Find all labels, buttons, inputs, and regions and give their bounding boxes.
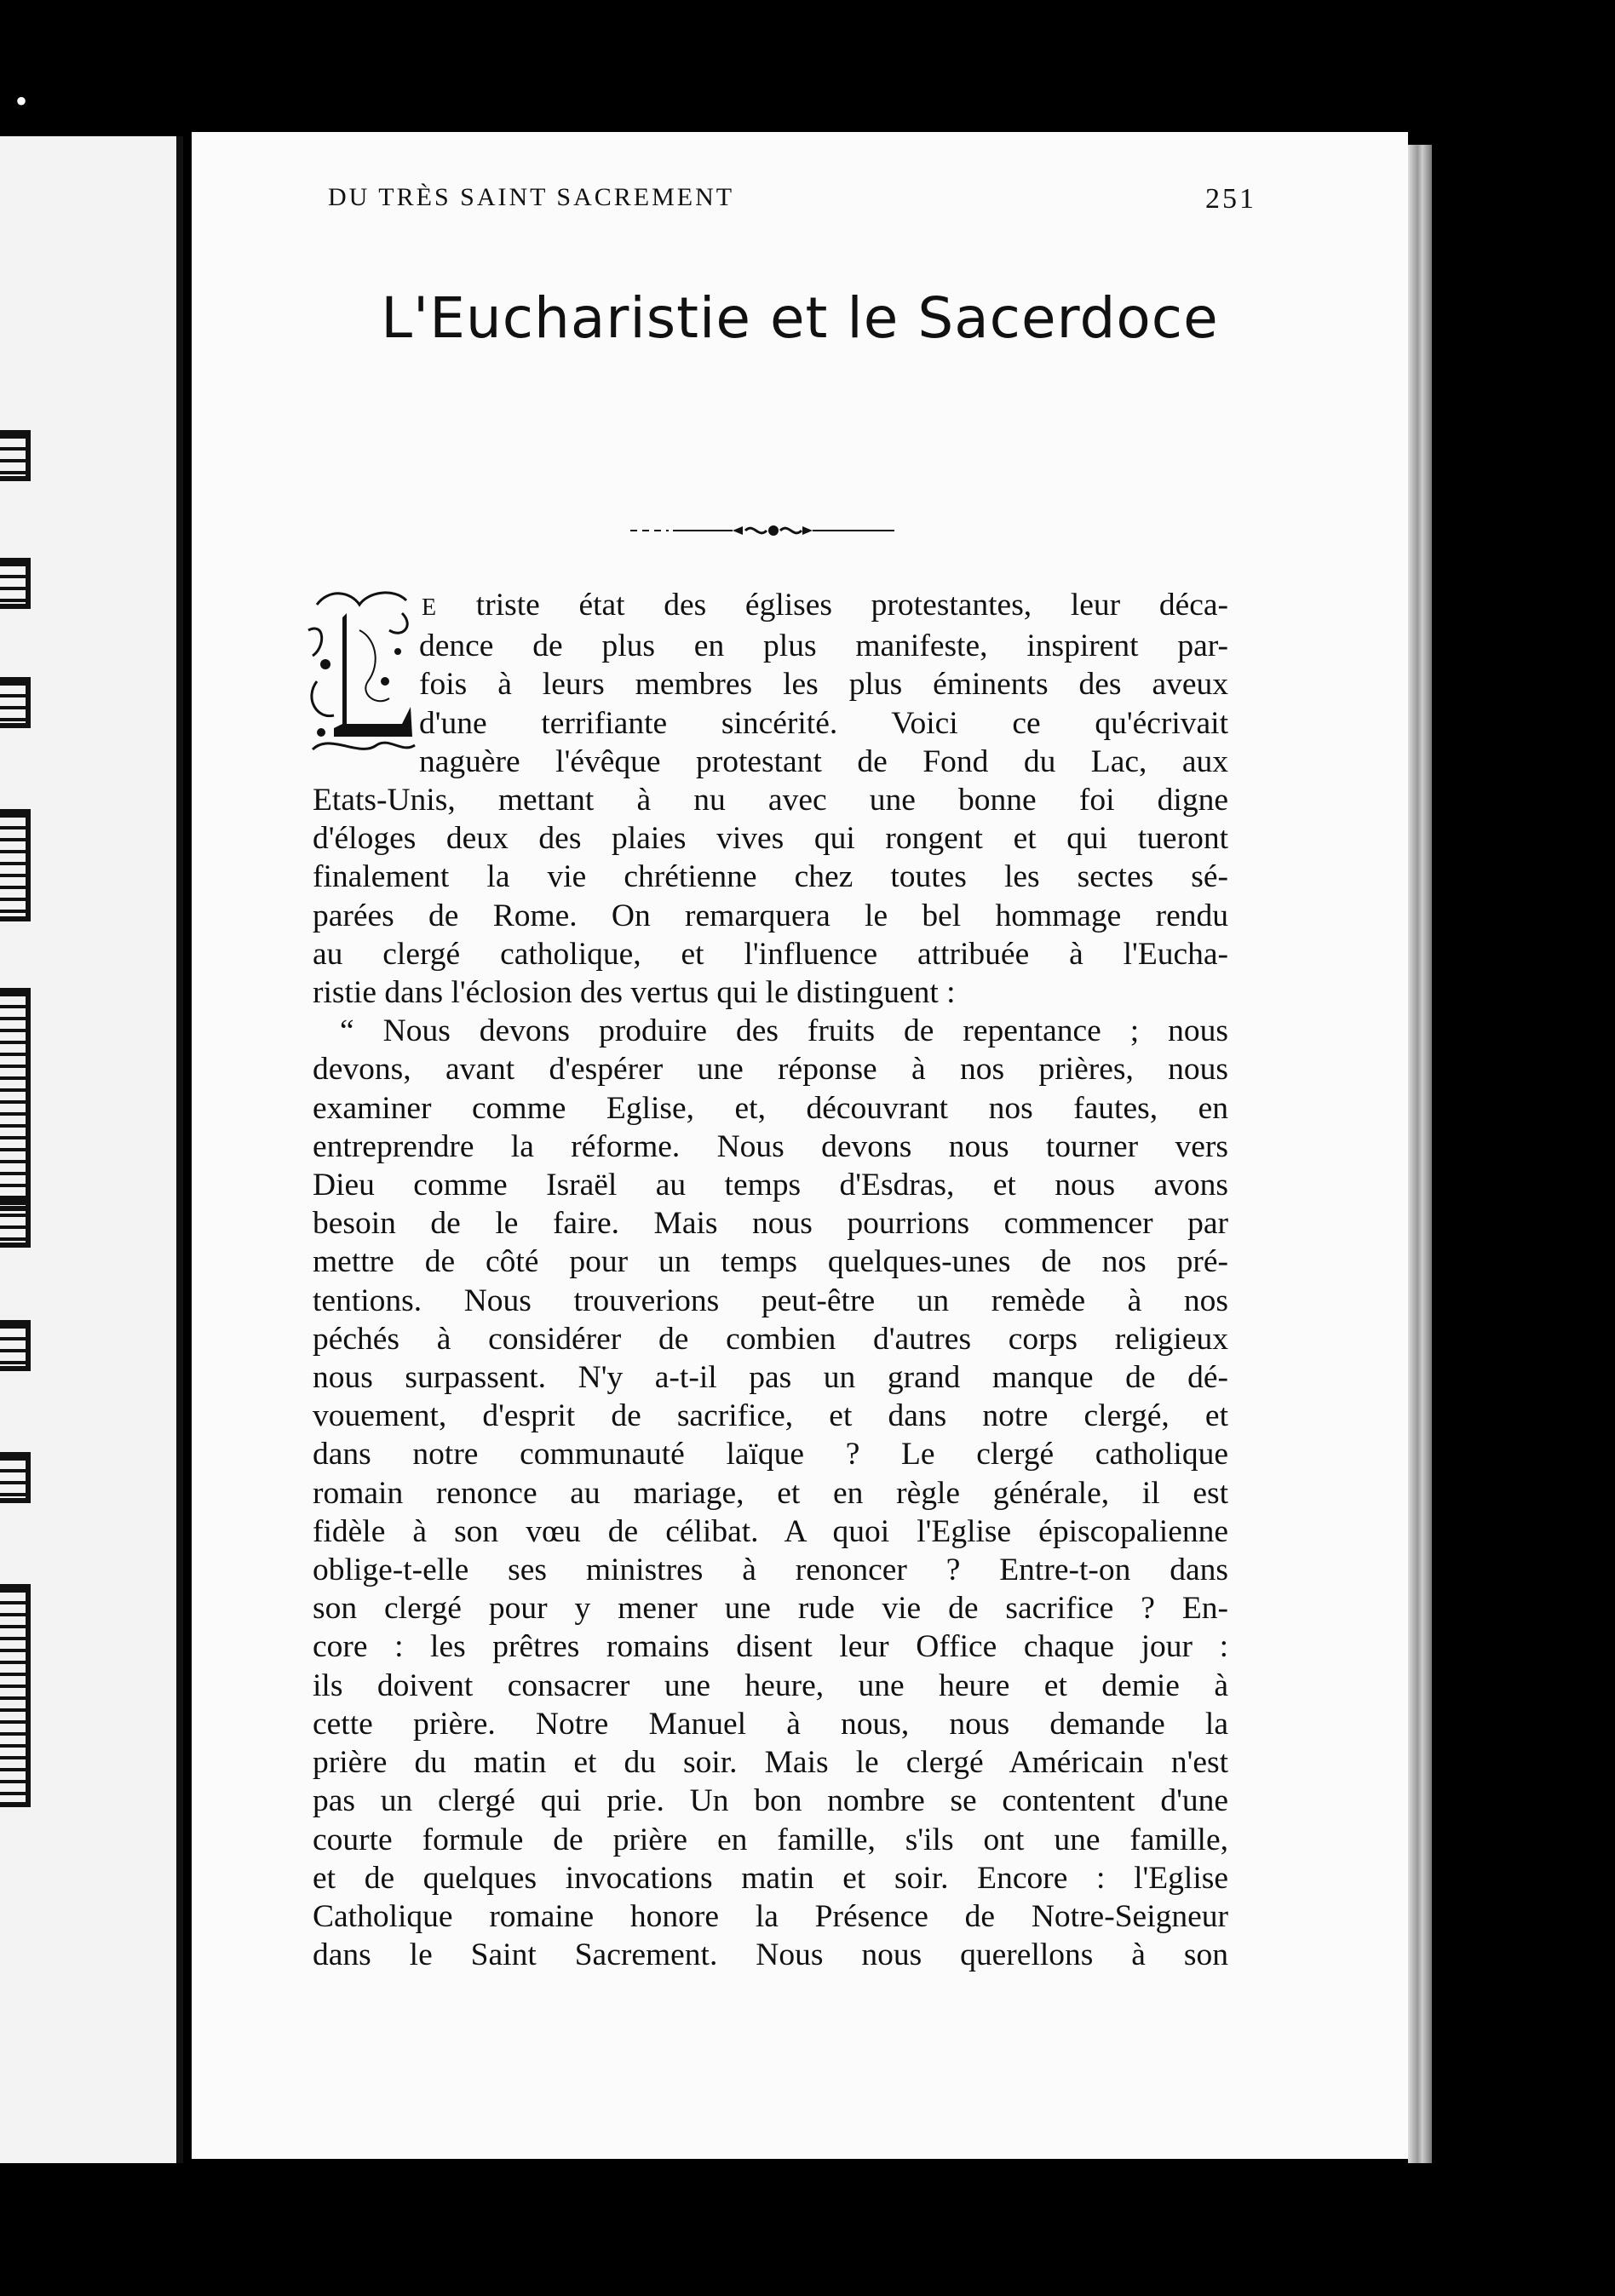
text-line: examiner comme Eglise, et, découvrant nos fautes, en (313, 1090, 1228, 1126)
text-line: ristie dans l'éclosion des vertus qui le distinguent : (313, 975, 956, 1011)
text-line: tentions. Nous trouverions peut-être un remède à nos (313, 1283, 1228, 1318)
text-line: Catholique romaine honore la Présence de Notre-Seigneur (313, 1898, 1228, 1934)
facing-page-mark (0, 809, 31, 921)
text-line: vouement, d'esprit de sacrifice, et dans notre clergé, et (313, 1398, 1228, 1434)
page-number: 251 (1205, 183, 1256, 215)
text-line: finalement la vie chrétienne chez toutes les sectes sé- (313, 859, 1228, 895)
facing-page-mark (0, 988, 31, 1211)
text-line: prière du matin et du soir. Mais le clergé Américain n'est (313, 1745, 1228, 1781)
book-gutter (176, 136, 183, 2163)
text-line: fidèle à son vœu de célibat. A quoi l'Eglise épiscopalienne (313, 1513, 1228, 1549)
running-title: DU TRÈS SAINT SACREMENT (328, 183, 735, 211)
page-stack-edge (1408, 145, 1432, 2163)
facing-page-mark (0, 1320, 31, 1371)
dropcap-continuation: E (422, 594, 438, 621)
text-line: Etats-Unis, mettant à nu avec une bonne foi digne (313, 783, 1228, 818)
chapter-title: L'Eucharistie et le Sacerdoce (381, 285, 1219, 351)
text-line (313, 586, 1228, 627)
text-line: devons, avant d'espérer une réponse à nos prières, nous (313, 1052, 1228, 1088)
text-line: Dieu comme Israël au temps d'Esdras, et nous avons (313, 1168, 1228, 1203)
text-line: fois à leurs membres les plus éminents des aveux (419, 667, 1228, 703)
text-line: courte formule de prière en famille, s'ils ont une famille, (313, 1822, 1228, 1857)
text-line: “ Nous devons produire des fruits de repentance ; nous (340, 1013, 1228, 1049)
text-line: cette prière. Notre Manuel à nous, nous demande la (313, 1706, 1228, 1742)
fleuron-divider-icon (630, 518, 894, 543)
text-line: dence de plus en plus manifeste, inspirent par- (419, 629, 1228, 664)
paragraph (313, 586, 1228, 1012)
text-line: naguère l'évêque protestant de Fond du Lac, aux (419, 743, 1228, 779)
text-line: dans le Saint Sacrement. Nous nous querellons à son (313, 1937, 1228, 1973)
text-line-content: triste état des églises protestantes, leur déca- (475, 588, 1229, 623)
paragraph (313, 1012, 1228, 1974)
facing-page-mark (0, 558, 31, 609)
body-text (313, 586, 1228, 1974)
facing-page-mark (0, 1197, 31, 1248)
text-line: parées de Rome. On remarquera le bel hommage rendu (313, 898, 1228, 933)
text-line: et de quelques invocations matin et soir. Encore : l'Eglise (313, 1860, 1228, 1896)
facing-page-edge (0, 136, 183, 2163)
text-line: nous surpassent. N'y a-t-il pas un grand manque de dé- (313, 1360, 1228, 1396)
text-line: entreprendre la réforme. Nous devons nous tourner vers (313, 1128, 1228, 1164)
text-line: pas un clergé qui prie. Un bon nombre se contentent d'une (313, 1783, 1228, 1819)
text-line: d'éloges deux des plaies vives qui rongent et qui tueront (313, 821, 1228, 857)
text-line: au clergé catholique, et l'influence attribuée à l'Eucha- (313, 936, 1228, 972)
text-line: dans notre communauté laïque ? Le clergé catholique (313, 1437, 1228, 1472)
text-line: péchés à considérer de combien d'autres corps religieux (313, 1321, 1228, 1357)
text-line: mettre de côté pour un temps quelques-unes de nos pré- (313, 1244, 1228, 1280)
text-line: oblige-t-elle ses ministres à renoncer ? Entre-t-on dans (313, 1553, 1228, 1588)
facing-page-mark (0, 430, 31, 481)
facing-page-mark (0, 1584, 31, 1807)
text-line: son clergé pour y mener une rude vie de sacrifice ? En- (313, 1591, 1228, 1627)
text-line: d'une terrifiante sincérité. Voici ce qu'écrivait (419, 705, 1228, 741)
film-speck: • (15, 82, 28, 120)
text-line: core : les prêtres romains disent leur Office chaque jour : (313, 1629, 1228, 1665)
facing-page-mark (0, 1452, 31, 1503)
facing-page-mark (0, 677, 31, 728)
text-line: besoin de le faire. Mais nous pourrions commencer par (313, 1206, 1228, 1242)
text-line: romain renonce au mariage, et en règle générale, il est (313, 1475, 1228, 1511)
text-line: ils doivent consacrer une heure, une heure et demie à (313, 1667, 1228, 1703)
